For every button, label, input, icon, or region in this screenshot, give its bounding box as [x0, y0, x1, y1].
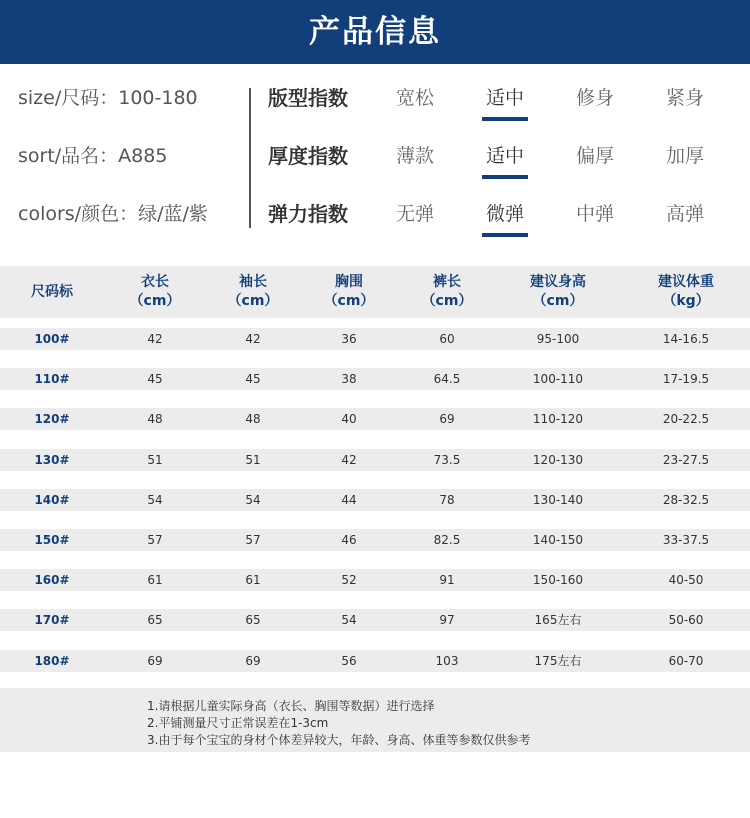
- table-row: [0, 449, 750, 471]
- metric-option: 紧身: [665, 87, 704, 109]
- size-cell: 100#: [34, 332, 70, 346]
- table-cell: 40-50: [668, 573, 704, 588]
- column-header-label: 建议身高: [530, 274, 586, 290]
- column-header-label: 尺码标: [31, 283, 73, 300]
- size-cell: 170#: [34, 613, 70, 628]
- table-cell: 51: [147, 452, 163, 467]
- table-cell: 61: [147, 573, 163, 588]
- table-cell: 48: [245, 412, 261, 427]
- table-cell: 38: [341, 372, 357, 387]
- table-cell: 65: [147, 613, 163, 628]
- fit-metrics: [268, 72, 738, 246]
- table-cell: 45: [147, 372, 163, 387]
- table-cell: 97: [439, 613, 455, 628]
- column-header-unit: （cm）: [323, 293, 375, 309]
- size-table-header: [0, 266, 750, 318]
- column-header-unit: （cm）: [129, 293, 181, 309]
- table-cell: 54: [341, 613, 357, 628]
- column-header: [631, 266, 741, 318]
- table-row: [0, 328, 750, 350]
- table-row: [0, 650, 750, 672]
- table-cell: 50-60: [668, 613, 704, 628]
- table-row: [0, 368, 750, 390]
- table-cell: 20-22.5: [662, 412, 710, 427]
- table-row: [0, 408, 750, 430]
- table-cell: 110-120: [532, 412, 584, 427]
- column-header-label: 衣长: [141, 274, 169, 290]
- metric-option: 宽松: [395, 87, 434, 109]
- table-cell: 120-130: [532, 452, 584, 467]
- metric-option-selected: 适中: [470, 72, 540, 124]
- table-row: [0, 529, 750, 551]
- table-cell: 52: [341, 573, 357, 588]
- metric-name: 版型指数: [268, 86, 348, 110]
- metric-option-selected: 微弹: [470, 188, 540, 240]
- table-cell: 175左右: [534, 653, 582, 668]
- info-divider: [249, 88, 251, 228]
- table-cell: 33-37.5: [662, 533, 710, 547]
- column-header: [503, 266, 613, 318]
- metric-option: 中弹: [575, 203, 614, 225]
- table-row: [0, 569, 750, 591]
- metric-name: 弹力指数: [268, 202, 348, 226]
- table-row: [0, 489, 750, 511]
- table-cell: 60-70: [668, 653, 704, 668]
- table-cell: 103: [435, 653, 459, 668]
- table-cell: 42: [245, 332, 261, 346]
- metric-row: [268, 72, 738, 130]
- column-header: [0, 266, 107, 318]
- table-cell: 64.5: [433, 372, 461, 387]
- note-line: 2.平铺测量尺寸正常误差在1-3cm: [147, 716, 329, 730]
- size-cell: 140#: [34, 492, 70, 507]
- page-title: 产品信息: [309, 14, 441, 50]
- metric-option: 无弹: [395, 203, 434, 225]
- column-header: [100, 266, 210, 318]
- table-cell: 65: [245, 613, 261, 628]
- table-cell: 78: [439, 492, 455, 507]
- table-cell: 46: [341, 533, 357, 547]
- product-info: [18, 72, 248, 246]
- size-cell: 180#: [34, 653, 70, 668]
- table-cell: 44: [341, 492, 357, 507]
- column-header: [392, 266, 502, 318]
- table-cell: 42: [147, 332, 163, 346]
- table-cell: 95-100: [536, 332, 580, 346]
- table-cell: 73.5: [433, 452, 461, 467]
- column-header-label: 胸围: [335, 274, 363, 290]
- size-cell: 120#: [34, 412, 70, 427]
- table-cell: 23-27.5: [662, 452, 710, 467]
- size-cell: 160#: [34, 573, 70, 588]
- table-cell: 14-16.5: [662, 332, 710, 346]
- size-cell: 130#: [34, 452, 70, 467]
- metric-option: 薄款: [395, 145, 434, 167]
- metric-option: 加厚: [665, 145, 704, 167]
- column-header-unit: （cm）: [227, 293, 279, 309]
- table-cell: 69: [439, 412, 455, 427]
- metric-row: [268, 188, 738, 246]
- table-cell: 45: [245, 372, 261, 387]
- size-info: size/尺码：100-180: [18, 87, 198, 109]
- table-cell: 150-160: [532, 573, 584, 588]
- metric-option-selected: 适中: [470, 130, 540, 182]
- table-row: [0, 609, 750, 631]
- column-header-unit: （cm）: [421, 293, 473, 309]
- header-banner: [0, 0, 750, 64]
- table-cell: 28-32.5: [662, 492, 710, 507]
- note-line: 3.由于每个宝宝的身材个体差异较大，年龄、身高、体重等参数仅供参考: [147, 733, 531, 747]
- table-cell: 69: [147, 653, 163, 668]
- table-cell: 100-110: [532, 372, 584, 387]
- table-cell: 56: [341, 653, 357, 668]
- table-cell: 48: [147, 412, 163, 427]
- size-cell: 150#: [34, 533, 70, 547]
- table-cell: 140-150: [532, 533, 584, 547]
- table-cell: 42: [341, 452, 357, 467]
- table-cell: 69: [245, 653, 261, 668]
- column-header: [294, 266, 404, 318]
- table-cell: 57: [245, 533, 261, 547]
- column-header-label: 裤长: [433, 274, 461, 290]
- column-header-label: 建议体重: [658, 274, 714, 290]
- table-cell: 54: [245, 492, 261, 507]
- table-cell: 82.5: [433, 533, 461, 547]
- notes-panel: [0, 688, 750, 752]
- colors-info: colors/颜色：绿/蓝/紫: [18, 203, 208, 225]
- table-cell: 51: [245, 452, 261, 467]
- metric-option: 高弹: [665, 203, 704, 225]
- table-cell: 36: [341, 332, 357, 346]
- table-cell: 91: [439, 573, 455, 588]
- column-header-unit: （cm）: [532, 293, 584, 309]
- metric-row: [268, 130, 738, 188]
- metric-option: 偏厚: [575, 145, 614, 167]
- column-header: [198, 266, 308, 318]
- sort-info: sort/品名：A885: [18, 145, 168, 167]
- column-header-unit: （kg）: [662, 293, 710, 309]
- table-cell: 54: [147, 492, 163, 507]
- metric-option: 修身: [575, 87, 614, 109]
- table-cell: 60: [439, 332, 455, 346]
- table-cell: 130-140: [532, 492, 584, 507]
- table-cell: 40: [341, 412, 357, 427]
- table-cell: 57: [147, 533, 163, 547]
- table-cell: 165左右: [534, 613, 582, 628]
- table-cell: 17-19.5: [662, 372, 710, 387]
- metric-name: 厚度指数: [268, 144, 348, 168]
- column-header-label: 袖长: [239, 274, 267, 290]
- size-cell: 110#: [34, 372, 70, 387]
- table-cell: 61: [245, 573, 261, 588]
- note-line: 1.请根据儿童实际身高（衣长、胸围等数据）进行选择: [147, 699, 435, 713]
